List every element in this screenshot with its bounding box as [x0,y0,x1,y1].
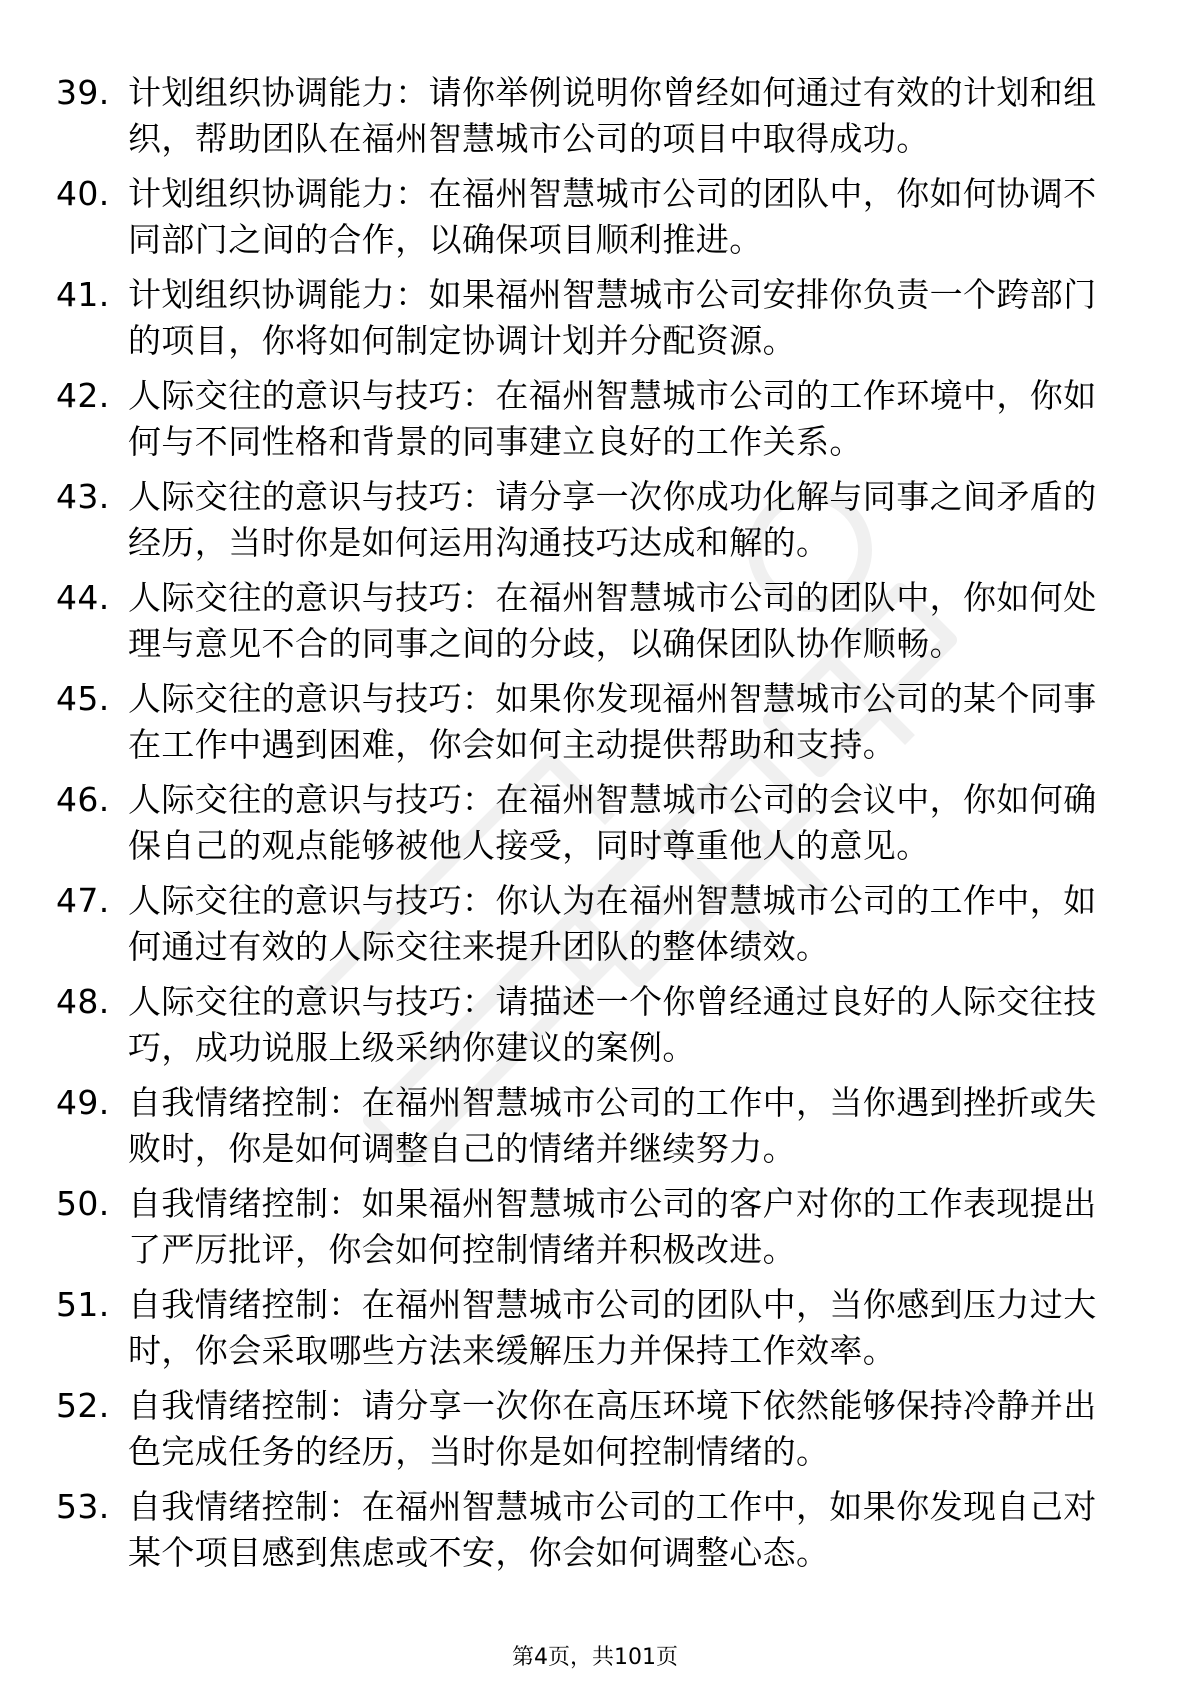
question-number: 52. [56,1386,110,1425]
question-item [56,1080,1106,1181]
question-number: 44. [56,578,110,617]
question-text: 自我情绪控制：在福州智慧城市公司的工作中，当你遇到挫折或失败时，你是如何调整自己的情绪并继续努力。 [128,1083,1097,1168]
question-number: 49. [56,1083,110,1122]
question-text: 自我情绪控制：请分享一次你在高压环境下依然能够保持冷静并出色完成任务的经历，当时你是如何控制情绪的。 [128,1386,1097,1471]
question-item [56,272,1106,373]
question-number: 42. [56,376,110,415]
question-text: 人际交往的意识与技巧：在福州智慧城市公司的会议中，你如何确保自己的观点能够被他人接受，同时尊重他人的意见。 [128,780,1097,865]
question-text: 人际交往的意识与技巧：在福州智慧城市公司的工作环境中，你如何与不同性格和背景的同事建立良好的工作关系。 [128,376,1097,461]
question-text: 人际交往的意识与技巧：如果你发现福州智慧城市公司的某个同事在工作中遇到困难，你会如何主动提供帮助和支持。 [128,679,1097,764]
question-item [56,171,1106,272]
question-text: 计划组织协调能力：如果福州智慧城市公司安排你负责一个跨部门的项目，你将如何制定协调计划并分配资源。 [128,275,1097,360]
question-number: 39. [56,73,110,112]
question-item [56,878,1106,979]
question-number: 45. [56,679,110,718]
question-number: 53. [56,1487,110,1526]
question-number: 46. [56,780,110,819]
question-text: 人际交往的意识与技巧：请描述一个你曾经通过良好的人际交往技巧，成功说服上级采纳你建议的案例。 [128,982,1097,1067]
question-number: 40. [56,174,110,213]
question-item [56,1282,1106,1383]
question-item [56,373,1106,474]
question-text: 自我情绪控制：在福州智慧城市公司的团队中，当你感到压力过大时，你会采取哪些方法来缓解压力并保持工作效率。 [128,1285,1097,1370]
question-number: 50. [56,1184,110,1223]
question-text: 人际交往的意识与技巧：请分享一次你成功化解与同事之间矛盾的经历，当时你是如何运用沟通技巧达成和解的。 [128,477,1097,562]
question-text: 自我情绪控制：如果福州智慧城市公司的客户对你的工作表现提出了严厉批评，你会如何控制情绪并积极改进。 [128,1184,1097,1269]
page-number-label: 第4页，共101页 [512,1645,678,1670]
question-item [56,676,1106,777]
question-text: 计划组织协调能力：在福州智慧城市公司的团队中，你如何协调不同部门之间的合作，以确保项目顺利推进。 [128,174,1097,259]
question-number: 51. [56,1285,110,1324]
question-number: 43. [56,477,110,516]
question-text: 自我情绪控制：在福州智慧城市公司的工作中，如果你发现自己对某个项目感到焦虑或不安，你会如何调整心态。 [128,1487,1097,1572]
question-item [56,777,1106,878]
question-item [56,575,1106,676]
page-footer [0,1644,1190,1672]
question-item [56,70,1106,171]
question-number: 41. [56,275,110,314]
question-number: 47. [56,881,110,920]
question-text: 计划组织协调能力：请你举例说明你曾经如何通过有效的计划和组织，帮助团队在福州智慧城市公司的项目中取得成功。 [128,73,1097,158]
question-text: 人际交往的意识与技巧：在福州智慧城市公司的团队中，你如何处理与意见不合的同事之间的分歧，以确保团队协作顺畅。 [128,578,1097,663]
question-item [56,1181,1106,1282]
question-item [56,474,1106,575]
question-item [56,1383,1106,1484]
question-number: 48. [56,982,110,1021]
question-text: 人际交往的意识与技巧：你认为在福州智慧城市公司的工作中，如何通过有效的人际交往来提升团队的整体绩效。 [128,881,1097,966]
question-list [56,70,1106,1585]
question-item [56,979,1106,1080]
question-item [56,1484,1106,1585]
